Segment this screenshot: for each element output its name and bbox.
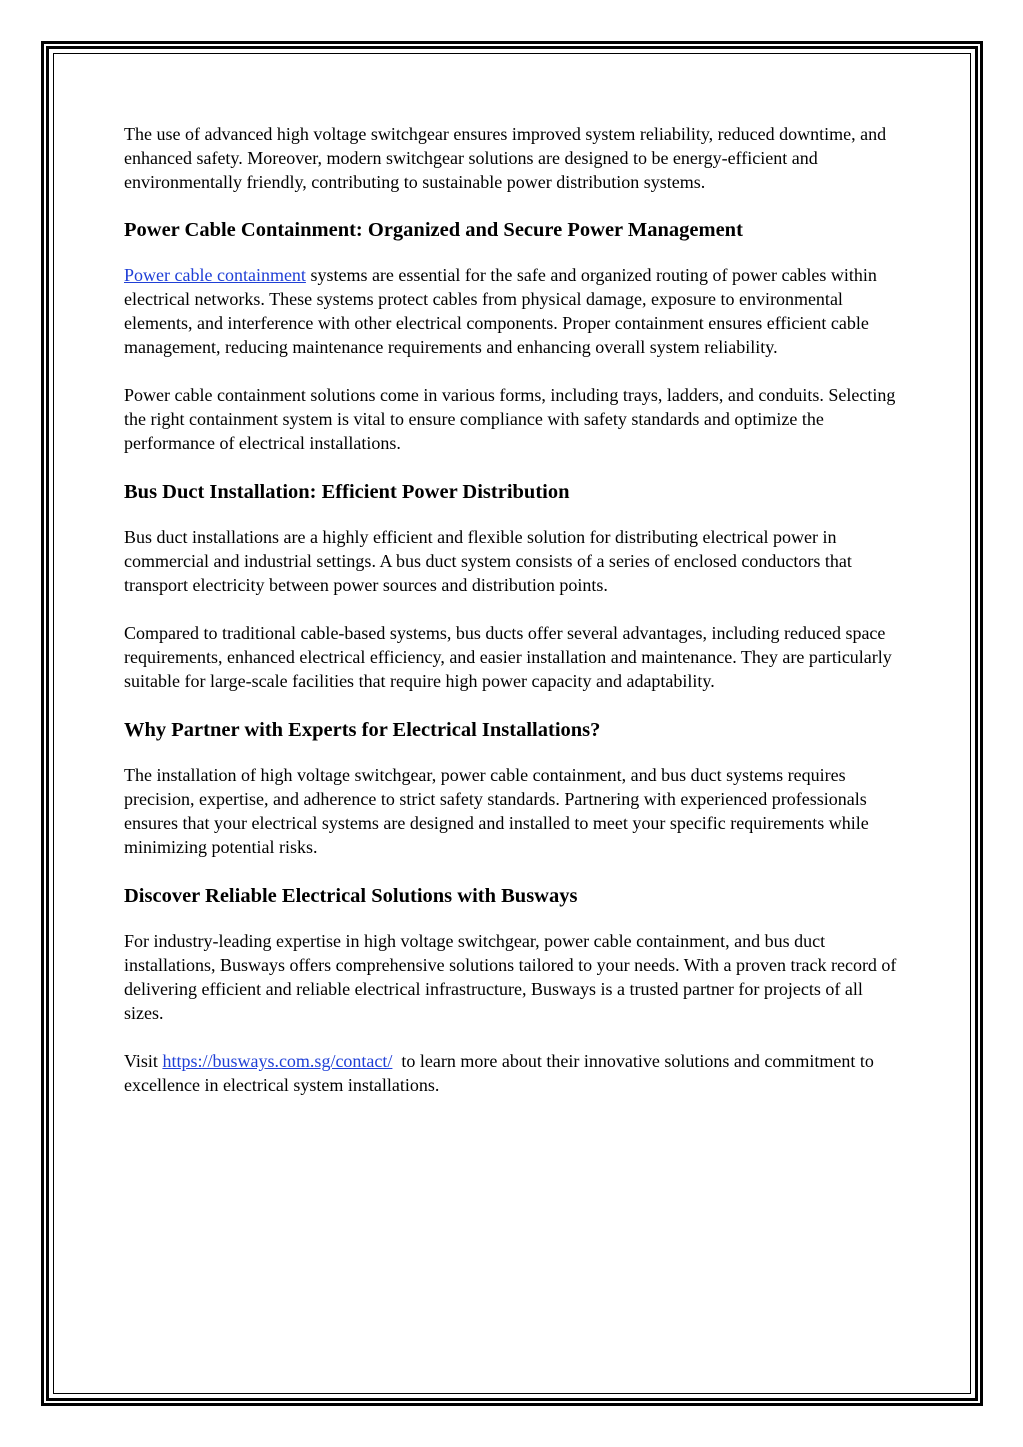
busways-contact-link[interactable]: https://busways.com.sg/contact/ [162,1051,393,1071]
visit-suffix: to learn more about their innovative solutions and commitment to excellence in electrical system installations. [124,1051,879,1095]
document-body [124,122,904,1097]
intro-paragraph: The use of advanced high voltage switchgear ensures improved system reliability, reduced downtime, and enhanced safety. Moreover, modern switchgear solutions are designed to be energy-efficient and environmentally friendly, contributing to sustainable power distribution systems. [124,124,887,192]
paragraph-bus-duct-1: Bus duct installations are a highly efficient and flexible solution for distributing electrical power in commercial and industrial settings. A bus duct system consists of a series of enclosed conductors that transport electricity between power sources and distribution points. [124,527,852,595]
paragraph-power-cable-1 [124,263,904,359]
heading-partner-experts: Why Partner with Experts for Electrical Installations? [124,719,601,741]
paragraph-power-cable-1-text: systems are essential for the safe and organized routing of power cables within electrical networks. These systems protect cables from physical damage, exposure to environmental elements, and interference with other electrical components. Proper containment ensures efficient cable management, reducing maintenance requirements and enhancing overall system reliability. [124,265,877,357]
visit-prefix: Visit [124,1051,163,1071]
section-bus-duct-installation [124,479,904,693]
heading-bus-duct-installation: Bus Duct Installation: Efficient Power Distribution [124,481,570,503]
paragraph-busways-1: For industry-leading expertise in high voltage switchgear, power cable containment, and bus duct installations, Busways offers comprehensive solutions tailored to your needs. With a proven track record of delivering efficient and reliable electrical infrastructure, Busways is a trusted partner for projects of all sizes. [124,931,897,1023]
heading-power-cable-containment: Power Cable Containment: Organized and Secure Power Management [124,219,743,241]
power-cable-containment-link[interactable]: Power cable containment [124,265,306,285]
section-discover-busways [124,883,904,1097]
section-power-cable-containment [124,217,904,455]
paragraph-bus-duct-2: Compared to traditional cable-based systems, bus ducts offer several advantages, including reduced space requirements, enhanced electrical efficiency, and easier installation and maintenance. They are particularly suitable for large-scale facilities that require high power capacity and adaptability. [124,623,892,691]
paragraph-power-cable-2: Power cable containment solutions come in various forms, including trays, ladders, and conduits. Selecting the right containment system is vital to ensure compliance with safety standards and optimize the performance of electrical installations. [124,385,896,453]
paragraph-experts-1: The installation of high voltage switchgear, power cable containment, and bus duct systems requires precision, expertise, and adherence to strict safety standards. Partnering with experienced professionals ensures that your electrical systems are designed and installed to meet your specific requirements while minimizing potential risks. [124,765,869,857]
heading-discover-busways: Discover Reliable Electrical Solutions with Busways [124,885,578,907]
paragraph-busways-2 [124,1049,904,1097]
section-partner-experts [124,717,904,859]
